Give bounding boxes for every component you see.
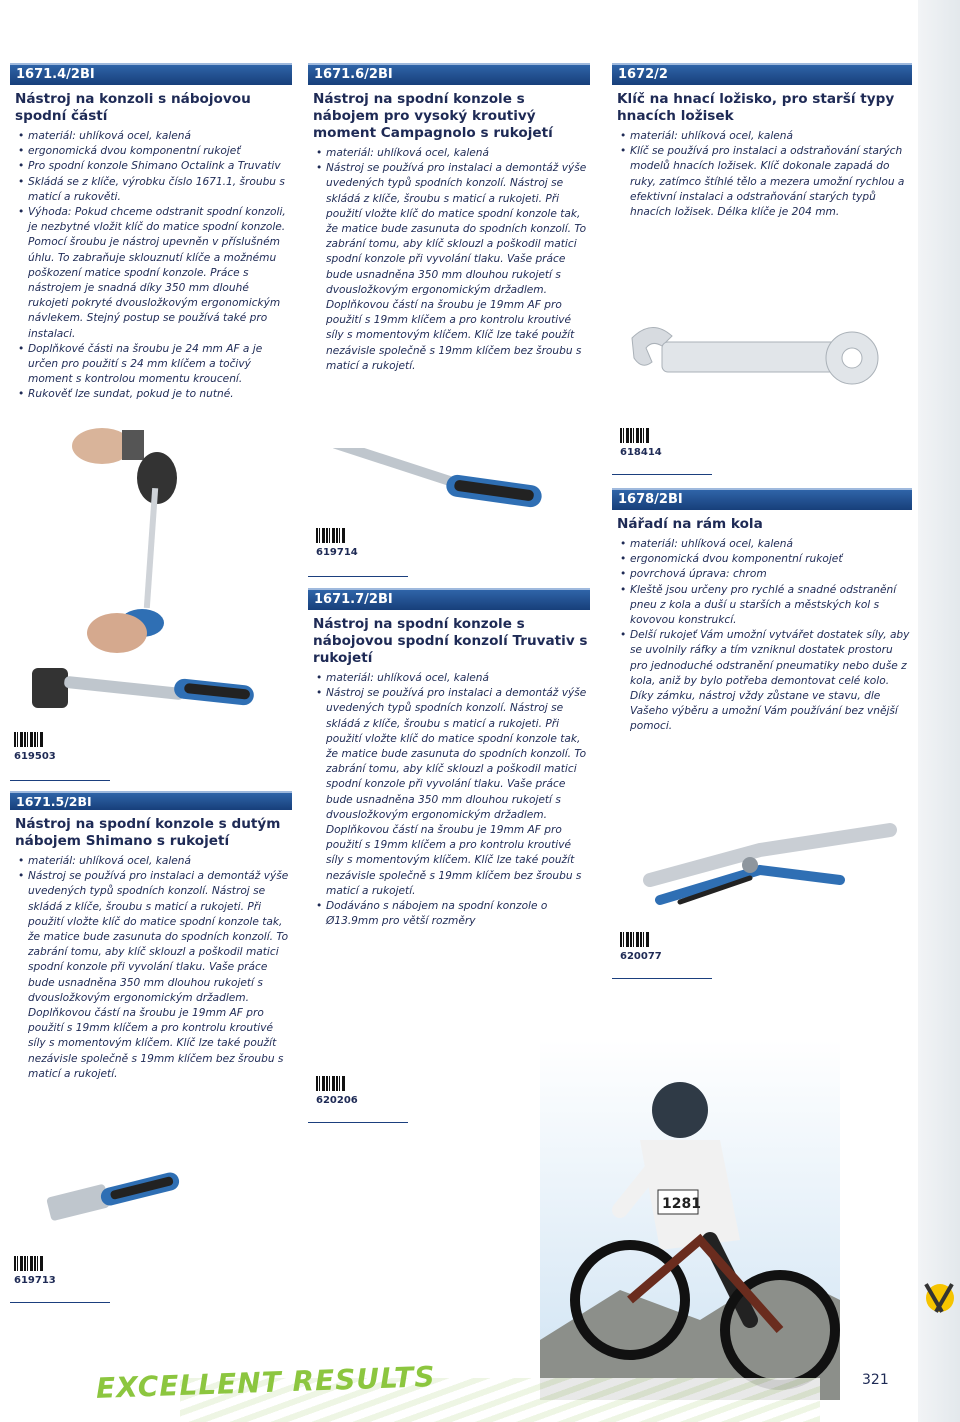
divider [10,780,110,781]
tool-in-use-photo [62,418,192,658]
feature-item: • materiál: uhlíková ocel, kalená [316,671,590,686]
product-code: 1678/2BI [612,488,912,510]
tool-category-icon [922,1268,958,1328]
feature-item: • materiál: uhlíková ocel, kalená [620,129,912,144]
feature-item: • Klíč se používá pro instalaci a odstraňování starých modelů hnacích ložisek. Klíč dokonale zapadá do ruky, zatímco štíhlé tělo a mezera umožní rychlou a efektivní instalaci a odstraňování starých typů hnacích ložisek. Délka klíče je 204 mm. [620,144,912,220]
feature-item: • Výhoda: Pokud chceme odstranit spodní konzoli, je nezbytné vložit klíč do matice spodní konzole. Pomocí šroubu je nástroj upevněn v příslušném úhlu. To zabraňuje sklouznutí klíče a možnému poškození matice spodní konzole. Práce s nástrojem je snadná díky 350 mm dlouhé rukojeti pokryté dvousložkovým ergonomickým návlekem. Stejný postup se používá také pro instalaci. [18,205,292,342]
product-title: Nástroj na konzoli s nábojovou spodní částí [15,91,251,124]
feature-item: • Skládá se z klíče, výrobku číslo 1671.1, šroubu s maticí a rukověti. [18,175,292,205]
product-code: 1672/2 [612,63,912,85]
article-619503 [14,732,56,762]
product-title: Nástroj na spodní konzole s nábojovou spodní konzolí Truvativ s rukojetí [313,616,588,666]
divider [612,474,712,475]
barcode-icon [316,528,346,543]
article-619714 [316,528,358,558]
feature-list [308,671,590,929]
feature-item: • Delší rukojeť Vám umožní vytvářet dostatek síly, aby se uvolnily ráfky a tím vzniknul dostatek prostoru pro jednoduché odstranění pneumatiky nebo duše z kola, aniž by bylo potřeba demontovat celé kolo. Díky zámku, nástroj vždy zůstane ve stavu, dle Vašeho výběru a umožní Vám používání bez vnější pomoci. [620,628,912,734]
article-number: 619714 [316,547,358,558]
feature-list [612,129,912,220]
product-photo-618414 [622,318,904,398]
product-photo-620077 [640,820,910,920]
feature-list [10,129,292,403]
product-1671-4 [10,63,292,403]
barcode-icon [14,732,44,747]
barcode-icon [316,1076,346,1091]
article-620077 [620,932,662,962]
barcode-icon [620,932,650,947]
product-1671-6 [308,63,590,374]
feature-list [612,537,912,735]
article-618414 [620,428,662,458]
feature-item: • Doplňkové části na šroubu je 24 mm AF a je určen pro použití s 24 mm klíčem a točivý moment s kontrolou momentu kroucení. [18,342,292,388]
product-code: 1671.5/2BI [10,791,292,810]
divider [308,1122,408,1123]
product-code: 1671.7/2BI [308,588,590,610]
divider [612,978,712,979]
product-title: Nářadí na rám kola [617,516,763,532]
product-photo-619714 [318,448,558,518]
feature-item: • povrchová úprava: chrom [620,567,912,582]
product-1671-5 [10,791,292,1082]
product-photo-619503 [24,662,264,722]
feature-item: • Nástroj se používá pro instalaci a demontáž výše uvedených typů spodních konzolí. Nástroj se skládá z klíče, šroubu s maticí a rukojeti. Při použití vložte klíč do matice spodní konzole tak, že matice bude zasunuta do spodních konzolí. To zabrání tomu, aby klíč sklouzl a poškodil matici spodní konzole při vyvolání tlaku. Vaše práce bude usnadněna 350 mm dlouhou rukojetí s dvousložkovým ergonomickým držadlem. Doplňkovou částí na šroubu je 19mm AF pro použití s 19mm klíčem a pro kontrolu kroutivé síly s momentovým klíčem. Klíč lze také použít nezávisle společně s 19mm klíčem bez šroubu s maticí a rukojetí. [316,161,590,374]
product-1678 [612,488,912,735]
product-code: 1671.6/2BI [308,63,590,85]
divider [308,576,408,577]
cyclist-photo [540,1040,840,1400]
slogan: EXCELLENT RESULTS [95,1360,437,1405]
article-number: 619713 [14,1275,56,1286]
divider [10,1302,110,1303]
feature-item: • materiál: uhlíková ocel, kalená [18,854,292,869]
article-number: 620077 [620,951,662,962]
feature-item: • Kleště jsou určeny pro rychlé a snadné odstranění pneu z kola a duší u starších a městských kol s kovovou konstrukcí. [620,583,912,629]
article-number: 619503 [14,751,56,762]
product-title: Nástroj na spodní konzole s nábojem pro vysoký kroutivý moment Campagnolo s rukojetí [313,91,553,141]
feature-item: • ergonomická dvou komponentní rukojeť [18,144,292,159]
page-edge-strip [918,0,960,1422]
article-619713 [14,1256,56,1286]
product-1671-7 [308,588,590,929]
barcode-icon [620,428,650,443]
feature-list [308,146,590,374]
feature-list [10,854,292,1082]
product-photo-619713 [40,1160,220,1240]
article-number: 620206 [316,1095,358,1106]
article-number: 618414 [620,447,662,458]
feature-item: • Nástroj se používá pro instalaci a demontáž výše uvedených typů spodních konzolí. Nástroj se skládá z klíče, šroubu s maticí a rukojeti. Při použití vložte klíč do matice spodní konzole tak, že matice bude zasunuta do spodních konzolí. To zabrání tomu, aby klíč sklouzl a poškodil matici spodní konzole při vyvolání tlaku. Vaše práce bude usnadněna 350 mm dlouhou rukojetí s dvousložkovým ergonomickým držadlem. Doplňkovou částí na šroubu je 19mm AF pro použití s 19mm klíčem a pro kontrolu kroutivé síly s momentovým klíčem. Klíč lze také použít nezávisle společně s 19mm klíčem bez šroubu s maticí a rukojetí. [18,869,292,1082]
feature-item: • Pro spodní konzole Shimano Octalink a Truvativ [18,159,292,174]
product-title: Klíč na hnací ložisko, pro starší typy hnacích ložisek [617,91,895,124]
feature-item: • materiál: uhlíková ocel, kalená [18,129,292,144]
feature-item: • Rukověť lze sundat, pokud je to nutné. [18,387,292,402]
product-1672 [612,63,912,220]
barcode-icon [14,1256,44,1271]
race-bib-number: 1281 [662,1196,701,1212]
feature-item: • materiál: uhlíková ocel, kalená [620,537,912,552]
product-title: Nástroj na spodní konzole s dutým nábojem Shimano s rukojetí [15,816,281,849]
product-code: 1671.4/2BI [10,63,292,85]
feature-item: • Dodáváno s nábojem na spodní konzole o Ø13.9mm pro větší rozměry [316,899,590,929]
page-number: 321 [862,1372,889,1388]
feature-item: • materiál: uhlíková ocel, kalená [316,146,590,161]
feature-item: • ergonomická dvou komponentní rukojeť [620,552,912,567]
feature-item: • Nástroj se používá pro instalaci a demontáž výše uvedených typů spodních konzolí. Nástroj se skládá z klíče, šroubu s maticí a rukojeti. Při použití vložte klíč do matice spodní konzole tak, že matice bude zasunuta do spodních konzolí. To zabrání tomu, aby klíč sklouzl a poškodil matici spodní konzole při vyvolání tlaku. Vaše práce bude usnadněna 350 mm dlouhou rukojetí s dvousložkovým ergonomickým držadlem. Doplňkovou částí na šroubu je 19mm AF pro použití s 19mm klíčem a pro kontrolu kroutivé síly s momentovým klíčem. Klíč lze také použít nezávisle společně s 19mm klíčem bez šroubu s maticí a rukojetí. [316,686,590,899]
article-620206 [316,1076,358,1106]
